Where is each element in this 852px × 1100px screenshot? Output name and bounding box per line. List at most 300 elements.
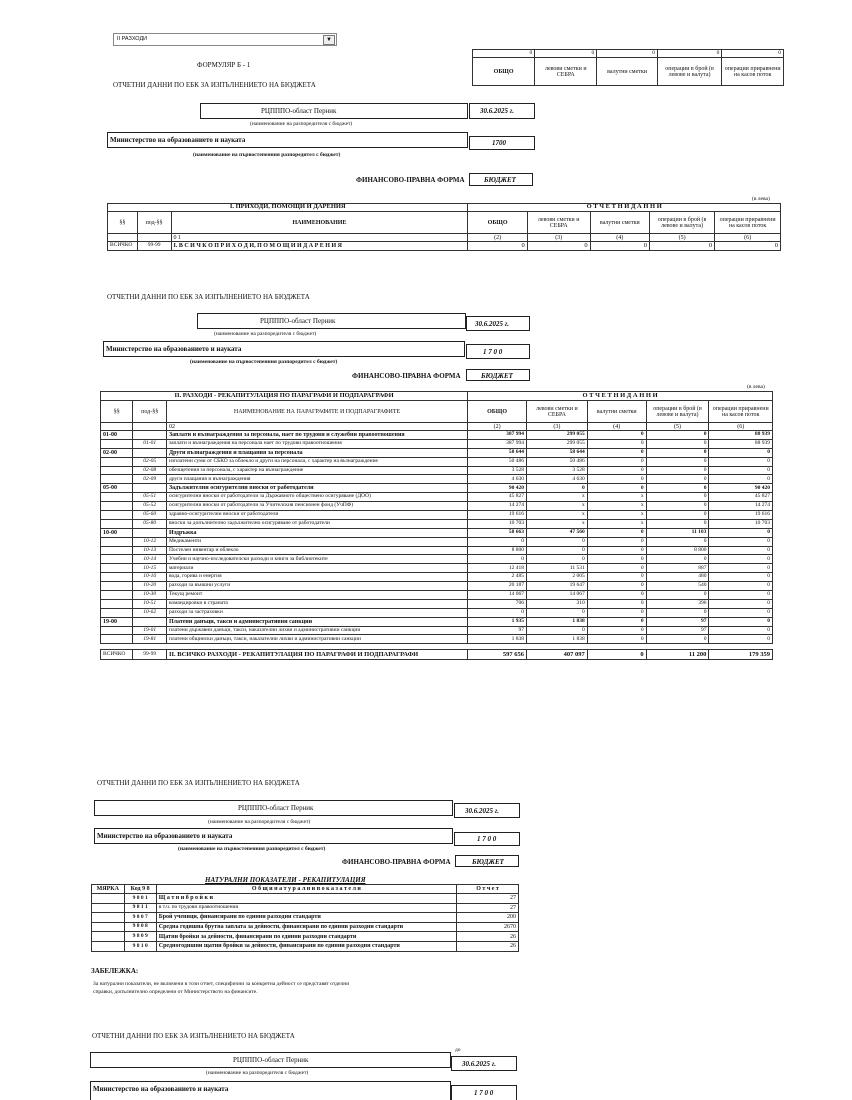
expense-row [101, 519, 773, 528]
report-date: 30.6.2025 г. [480, 107, 514, 115]
expense-value: 0 [709, 599, 773, 608]
expense-name: платени държавни данъци, такси, наказателни лихви и административни санкции [166, 626, 467, 635]
expense-value: 299 055 [527, 439, 588, 448]
expense-row [101, 546, 773, 555]
total-value: 0 [468, 242, 527, 251]
top-summary-value: 0 [597, 50, 658, 58]
expense-value: 0 [587, 635, 646, 644]
expense-value: 0 [527, 626, 588, 635]
org-name-box [90, 1052, 451, 1068]
expense-value: 0 [709, 546, 773, 555]
expense-value: 0 [646, 591, 709, 600]
indicator-value: 26 [457, 941, 519, 951]
org-name: РЦПППО-област Перник [260, 317, 336, 325]
expense-value: 0 [587, 546, 646, 555]
paragraph-code [101, 466, 133, 475]
expense-name: Текущ ремонт [166, 591, 467, 600]
indicator-value: 27 [457, 903, 519, 913]
expense-name: осигурителни вноски от работодатели за Държавното обществено осигуряване (ДОО) [166, 493, 467, 502]
col-header: Код 9 8 [124, 885, 156, 894]
expense-value: 0 [709, 528, 773, 537]
col-header: МЯРКА [92, 885, 125, 894]
expense-value: 0 [709, 591, 773, 600]
expense-name: други плащания и възнаграждения [166, 475, 467, 484]
expense-row [101, 555, 773, 564]
report-section-select[interactable] [113, 33, 337, 46]
subparagraph-code: 10-62 [133, 608, 167, 617]
subparagraph-code [133, 484, 167, 493]
subparagraph-code: 10-12 [133, 537, 167, 546]
expense-value: 0 [646, 519, 709, 528]
col-header: левови сметки и СЕБРА [527, 401, 588, 423]
expense-value: 90 420 [468, 484, 527, 493]
subparagraph-code: 02-09 [133, 475, 167, 484]
ministry-code: 1 7 0 0 [483, 348, 503, 356]
revenue-section-title: І. ПРИХОДИ, ПОМОЩИ И ДАРЕНИЯ [108, 204, 468, 212]
unit-cell [92, 941, 125, 951]
ministry-box [107, 132, 468, 148]
report-date: 30.6.2025 г. [465, 807, 499, 815]
unit-cell [92, 913, 125, 923]
revenue-total-label: І. В С И Ч К О П Р И Х О Д И, П О М О Щ И И Д А Р Е Н И Я [171, 242, 468, 251]
org-name-box [200, 103, 468, 119]
fin-form-value: БЮДЖЕТ [484, 176, 516, 184]
expense-value: 387 994 [468, 439, 527, 448]
expense-value: 45 827 [709, 493, 773, 502]
org-name-caption: (наименование на разпоредителя с бюджет) [206, 1070, 309, 1076]
expense-value: 20 187 [468, 582, 527, 591]
expense-value: 0 [587, 475, 646, 484]
ministry-name: Министерство на образованието и науката [97, 832, 233, 840]
indicator-code: 9 8 1 1 [124, 903, 156, 913]
subparagraph-code: 10-13 [133, 546, 167, 555]
expense-name: разходи за застраховки [166, 608, 467, 617]
col-header: левови сметки и СЕБРА [527, 212, 590, 234]
expense-row [101, 635, 773, 644]
expense-value: 0 [646, 555, 709, 564]
col-header: операции в брой (в левове и валута) [649, 212, 714, 234]
expense-value: 0 [587, 582, 646, 591]
expense-value: 19 616 [709, 511, 773, 520]
ministry-code-box [469, 136, 535, 150]
paragraph-code: 02-00 [101, 448, 133, 457]
report-date: 30.6.2025 г. [462, 1060, 496, 1068]
subparagraph-code: 01-01 [133, 439, 167, 448]
top-summary-value: 0 [722, 50, 784, 58]
expense-value: x [587, 502, 646, 511]
expense-row [101, 448, 773, 457]
expense-value: 0 [587, 617, 646, 626]
expense-value: 58 663 [468, 528, 527, 537]
expense-row [101, 591, 773, 600]
expense-value: 0 [646, 502, 709, 511]
expense-value: 10 703 [709, 519, 773, 528]
expense-value: 0 [709, 537, 773, 546]
paragraph-code [101, 537, 133, 546]
expense-name: Учебни и научно-изследователски разходи и книги за библиотеките [166, 555, 467, 564]
paragraph-code [101, 582, 133, 591]
total-value: 407 097 [527, 650, 588, 660]
expense-value: 0 [646, 608, 709, 617]
indicator-code: 9 8 0 8 [124, 922, 156, 932]
expense-value: 1 838 [527, 635, 588, 644]
indicator-code: 9 8 1 0 [124, 941, 156, 951]
ministry-name: Министерство на образованието и науката [110, 136, 246, 144]
expense-value: 0 [709, 466, 773, 475]
select-value: ІІ РАЗХОДИ [117, 36, 148, 42]
ministry-code: 1 7 0 0 [474, 1089, 494, 1097]
expense-row [101, 626, 773, 635]
expense-value: 1 838 [468, 635, 527, 644]
total-value: 0 [590, 242, 649, 251]
indicator-code: 9 8 0 9 [124, 932, 156, 942]
expense-value: x [587, 511, 646, 520]
org-name: РЦПППО-област Перник [238, 804, 314, 812]
expense-value: x [527, 493, 588, 502]
expense-value: 0 [646, 511, 709, 520]
paragraph-code [101, 635, 133, 644]
expense-value: 706 [468, 599, 527, 608]
expense-value: 14 067 [527, 591, 588, 600]
paragraph-code [101, 511, 133, 520]
expense-name: Задължителни осигурителни вноски от работодатели [166, 484, 467, 493]
expense-row [101, 608, 773, 617]
expense-name: Други възнаграждения и плащания за персонала [166, 448, 467, 457]
expense-value: 0 [709, 626, 773, 635]
org-name: РЦПППО-област Перник [233, 1056, 309, 1064]
col-header: ОБЩО [468, 212, 527, 234]
report-date-box [469, 103, 535, 119]
paragraph-code [101, 546, 133, 555]
expense-name: заплати и възнаграждения на персонала нает по трудови правоотношения [166, 439, 467, 448]
expense-name: материали [166, 564, 467, 573]
subparagraph-code: 05-80 [133, 519, 167, 528]
paragraph-code [101, 608, 133, 617]
expense-value: 0 [468, 537, 527, 546]
expense-value: 97 [646, 617, 709, 626]
paragraph-code: 19-00 [101, 617, 133, 626]
expense-name: вода, горива и енергия [166, 573, 467, 582]
subparagraph-code [133, 431, 167, 440]
expense-value: 10 703 [468, 519, 527, 528]
expense-value: 0 [468, 555, 527, 564]
expense-name: Платени данъци, такси и административни санкции [166, 617, 467, 626]
total-code: ВСИЧКО [108, 242, 138, 251]
report-heading: ОТЧЕТНИ ДАННИ ПО ЕБК ЗА ИЗПЪЛНЕНИЕТО НА БЮДЖЕТА [113, 81, 316, 89]
expense-value: x [527, 502, 588, 511]
units-label: (в лева) [747, 384, 765, 390]
report-date: 30.6.2025 г. [475, 320, 509, 328]
expense-value: 4 630 [527, 475, 588, 484]
expense-value: 3 528 [468, 466, 527, 475]
expense-value: 0 [646, 484, 709, 493]
subparagraph-code: 05-60 [133, 511, 167, 520]
expense-value: 0 [646, 457, 709, 466]
col-header: НАИМЕНОВАНИЕ НА ПАРАГРАФИТЕ И ПОДПАРАГРАФИТЕ [166, 401, 467, 423]
expense-name: командировки в страната [166, 599, 467, 608]
expense-value: 0 [527, 555, 588, 564]
expense-value: 0 [587, 608, 646, 617]
ministry-code-box [454, 832, 520, 846]
paragraph-code: 05-00 [101, 484, 133, 493]
subparagraph-code: 02-05 [133, 457, 167, 466]
subparagraph-code [133, 528, 167, 537]
indicator-name: Щ а т н и б р о й к и [156, 894, 456, 904]
expenses-section-title: ІІ. РАЗХОДИ - РЕКАПИТУЛАЦИЯ ПО ПАРАГРАФИ И ПОДПАРАГРАФИ [101, 392, 468, 401]
expense-row [101, 439, 773, 448]
expense-value: 47 560 [527, 528, 588, 537]
fin-form-label: ФИНАНСОВО-ПРАВНА ФОРМА [356, 176, 465, 184]
fin-form-value: БЮДЖЕТ [481, 372, 513, 380]
expense-value: 0 [587, 448, 646, 457]
expense-value: 1 935 [468, 617, 527, 626]
paragraph-code [101, 493, 133, 502]
ministry-code: 1 7 0 0 [477, 835, 497, 843]
col-header: под-§§ [137, 212, 171, 234]
expense-row [101, 466, 773, 475]
org-name-box [197, 313, 466, 329]
expense-value: 0 [709, 573, 773, 582]
subparagraph-code: 10-15 [133, 564, 167, 573]
expense-value: 0 [646, 448, 709, 457]
paragraph-code [101, 457, 133, 466]
org-name-box [94, 800, 453, 816]
expense-value: 310 [527, 599, 588, 608]
expense-value: 0 [587, 528, 646, 537]
org-name-caption: (наименование на разпоредителя с бюджет) [214, 331, 317, 337]
expense-value: 2 005 [527, 573, 588, 582]
expenses-table [100, 391, 773, 660]
expense-value: 0 [587, 599, 646, 608]
unit-cell [92, 903, 125, 913]
col-code: 02 [166, 423, 467, 431]
expense-value: 0 [587, 457, 646, 466]
expense-name: разходи за външни услуги [166, 582, 467, 591]
ministry-code-box [451, 1085, 517, 1100]
expense-name: обезщетения за персонала, с характер на възнаграждение [166, 466, 467, 475]
expense-value: 4 630 [468, 475, 527, 484]
chevron-down-icon[interactable]: ▼ [323, 35, 335, 45]
expense-value: 0 [709, 457, 773, 466]
expense-value: 387 994 [468, 431, 527, 440]
org-name: РЦПППО-област Перник [261, 107, 337, 115]
col-num: (5) [646, 423, 709, 431]
expense-value: x [527, 511, 588, 520]
col-header: левови сметки и СЕБРА [535, 58, 597, 86]
natural-row [92, 922, 519, 932]
expense-row [101, 537, 773, 546]
expense-value: 887 [646, 564, 709, 573]
expense-row [101, 511, 773, 520]
indicator-value: 26 [457, 932, 519, 942]
col-header: валутни сметки [590, 212, 649, 234]
expense-name: изплатени суми от СБКО за облекло и други на персонала, с характер на възнаграждение [166, 457, 467, 466]
indicator-value: 200 [457, 913, 519, 923]
revenue-data-header: О Т Ч Е Т Н И Д А Н Н И [468, 204, 781, 212]
expense-value: x [587, 519, 646, 528]
subparagraph-code: 10-16 [133, 573, 167, 582]
expense-value: 299 055 [527, 431, 588, 440]
top-summary-value: 0 [657, 50, 722, 58]
indicator-name: в т.ч. по трудови правоотношения [156, 903, 456, 913]
expense-value: 97 [468, 626, 527, 635]
unit-cell [92, 894, 125, 904]
col-header: операции приравнени на касов поток [722, 58, 784, 86]
expense-value: 540 [646, 582, 709, 591]
expense-row [101, 484, 773, 493]
indicator-value: 2670 [457, 922, 519, 932]
paragraph-code [101, 519, 133, 528]
natural-row [92, 913, 519, 923]
units-label: (в лева) [752, 196, 770, 202]
expense-row [101, 493, 773, 502]
expense-row [101, 599, 773, 608]
paragraph-code: 10-00 [101, 528, 133, 537]
expense-value: 0 [646, 466, 709, 475]
ministry-name: Министерство на образованието и науката [106, 345, 242, 353]
expense-row [101, 573, 773, 582]
org-name-caption: (наименование на разпоредителя с бюджет) [208, 819, 311, 825]
expense-value: 58 644 [468, 448, 527, 457]
fin-form-box [466, 369, 530, 381]
expense-value: 0 [587, 466, 646, 475]
expense-value: 19 616 [468, 511, 527, 520]
paragraph-code [101, 439, 133, 448]
col-header: операции приравнени на касов поток [715, 212, 781, 234]
revenue-table [107, 203, 781, 251]
expense-row [101, 502, 773, 511]
expense-value: 0 [587, 555, 646, 564]
note-line: За натурални показатели, не включени в този отчет, специфични за конкретна дейност се представят отделни [93, 981, 350, 987]
col-num: (4) [590, 234, 649, 242]
unit-cell [92, 922, 125, 932]
expense-value: 0 [646, 537, 709, 546]
expense-value: 0 [587, 431, 646, 440]
expense-row [101, 528, 773, 537]
expense-value: 14 274 [468, 502, 527, 511]
expense-value: 0 [709, 564, 773, 573]
expense-value: 50 486 [468, 457, 527, 466]
expense-value: 0 [527, 546, 588, 555]
expenses-total-label: ІІ. ВСИЧКО РАЗХОДИ - РЕКАПИТУЛАЦИЯ ПО ПАРАГРАФИ И ПОДПАРАГРАФИ [166, 650, 467, 660]
ministry-box [103, 341, 465, 357]
subparagraph-code: 10-14 [133, 555, 167, 564]
subparagraph-code: 05-52 [133, 502, 167, 511]
total-value: 597 656 [468, 650, 527, 660]
subparagraph-code: 19-01 [133, 626, 167, 635]
paragraph-code [101, 475, 133, 484]
col-num: (3) [527, 234, 590, 242]
expense-row [101, 617, 773, 626]
expense-value: 88 939 [709, 439, 773, 448]
expense-row [101, 582, 773, 591]
top-summary-table [472, 49, 784, 86]
paragraph-code [101, 599, 133, 608]
expense-value: 0 [587, 573, 646, 582]
expense-name: Заплати и възнаграждения за персонала, нает по трудови и служебни правоотношения [166, 431, 467, 440]
expense-name: платени общински данъци, такси, наказателни лихви и административни санкции [166, 635, 467, 644]
fin-form-value: БЮДЖЕТ [472, 858, 504, 866]
col-header: О б щ и н а т у р а л н и п о к а з а т е л и [156, 885, 456, 894]
expense-row [101, 475, 773, 484]
expense-value: 90 420 [709, 484, 773, 493]
expense-value: 3 528 [527, 466, 588, 475]
subparagraph-code: 02-08 [133, 466, 167, 475]
expense-value: 0 [527, 537, 588, 546]
expense-name: Постелен инвентар и облекло [166, 546, 467, 555]
top-summary-value: 0 [473, 50, 535, 58]
col-header: §§ [108, 212, 138, 234]
total-value: 0 [587, 650, 646, 660]
expense-value: 0 [468, 608, 527, 617]
expense-value: 0 [709, 608, 773, 617]
expense-value: 88 939 [709, 431, 773, 440]
indicator-code: 9 8 0 7 [124, 913, 156, 923]
paragraph-code [101, 573, 133, 582]
subparagraph-code: 10-30 [133, 591, 167, 600]
total-value: 0 [527, 242, 590, 251]
expense-name: Издръжка [166, 528, 467, 537]
total-code: 99-99 [137, 242, 171, 251]
expense-value: 0 [587, 626, 646, 635]
expense-name: здравно-осигурителни вноски от работодатели [166, 511, 467, 520]
expense-value: 8 800 [646, 546, 709, 555]
indicator-code: 9 8 0 1 [124, 894, 156, 904]
expense-value: 0 [587, 484, 646, 493]
expense-value: 0 [709, 582, 773, 591]
fin-form-box [455, 855, 519, 867]
ministry-box [90, 1081, 451, 1100]
total-value: 11 200 [646, 650, 709, 660]
expense-value: 0 [646, 431, 709, 440]
expense-value: 396 [646, 599, 709, 608]
report-heading-3: ОТЧЕТНИ ДАННИ ПО ЕБК ЗА ИЗПЪЛНЕНИЕТО НА БЮДЖЕТА [97, 779, 300, 787]
expense-value: 0 [527, 608, 588, 617]
col-header: ОБЩО [473, 58, 535, 86]
paragraph-code: 01-00 [101, 431, 133, 440]
report-date-box [454, 803, 520, 818]
col-num: (2) [468, 423, 527, 431]
indicator-name: Брой ученици, финансирани по единни разходни стандарти [156, 913, 456, 923]
col-header: операции в брой (в левове и валута) [646, 401, 709, 423]
col-num: (5) [649, 234, 714, 242]
paragraph-code [101, 502, 133, 511]
expense-value: 19 647 [527, 582, 588, 591]
expenses-data-header: О Т Ч Е Т Н И Д А Н Н И [468, 392, 773, 401]
col-header: ОБЩО [468, 401, 527, 423]
expense-value: 12 418 [468, 564, 527, 573]
col-header: под-§§ [133, 401, 167, 423]
paragraph-code [101, 626, 133, 635]
natural-row [92, 932, 519, 942]
expense-value: 8 800 [468, 546, 527, 555]
natural-row [92, 894, 519, 904]
col-num: (2) [468, 234, 527, 242]
expense-name: осигурителни вноски от работодатели за Учителския пенсионен фонд (УчПФ) [166, 502, 467, 511]
fin-form-label: ФИНАНСОВО-ПРАВНА ФОРМА [352, 372, 461, 380]
natural-indicators-table [91, 884, 519, 952]
expense-value: 1 838 [527, 617, 588, 626]
col-num: (4) [587, 423, 646, 431]
form-code: ФОРМУЛЯР Б - 1 [197, 61, 251, 69]
paragraph-code [101, 564, 133, 573]
expense-row [101, 564, 773, 573]
expense-name: Медикаменти [166, 537, 467, 546]
expense-value: 45 827 [468, 493, 527, 502]
subparagraph-code: 19-81 [133, 635, 167, 644]
report-date-box [451, 1056, 517, 1071]
expense-value: 0 [646, 439, 709, 448]
